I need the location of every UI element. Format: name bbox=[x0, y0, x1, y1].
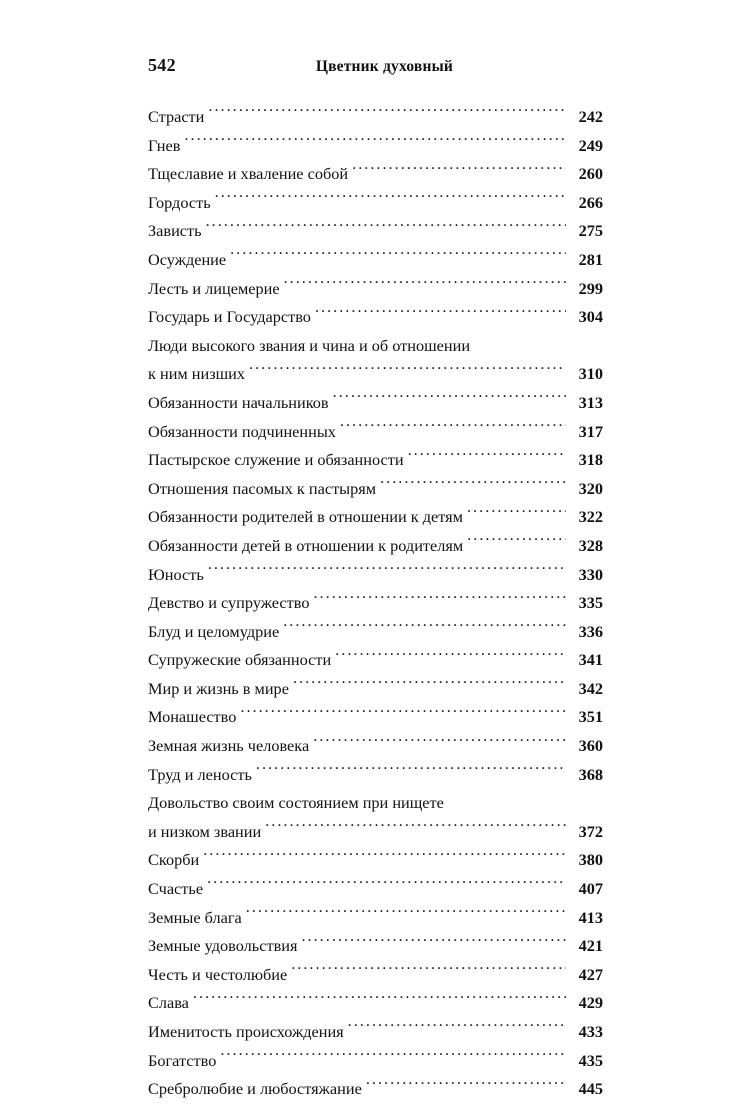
toc-entry-page: 421 bbox=[578, 936, 603, 956]
toc-entry-title: Зависть bbox=[148, 221, 202, 241]
running-head bbox=[148, 55, 603, 81]
toc-entry[interactable] bbox=[148, 1075, 603, 1104]
toc-entry[interactable] bbox=[148, 589, 603, 618]
toc-entry-title: Монашество bbox=[148, 707, 237, 727]
toc-entry[interactable] bbox=[148, 646, 603, 675]
toc-entry[interactable] bbox=[148, 418, 603, 447]
toc-entry-page: 299 bbox=[578, 278, 603, 298]
toc-leader-dots bbox=[293, 678, 566, 694]
toc-leader-dots bbox=[246, 906, 566, 922]
toc-entry-title: Осуждение bbox=[148, 249, 227, 269]
toc-entry-title: Блуд и целомудрие bbox=[148, 621, 280, 641]
toc-leader-dots bbox=[193, 992, 566, 1008]
toc-entry[interactable] bbox=[148, 732, 603, 761]
toc-entry-title: Люди высокого звания и чина и об отношении bbox=[148, 335, 471, 355]
toc-entry[interactable] bbox=[148, 1047, 603, 1076]
toc-leader-dots bbox=[301, 935, 566, 951]
toc-entry-page: 320 bbox=[578, 478, 603, 498]
toc-leader-dots bbox=[467, 506, 566, 522]
toc-leader-dots bbox=[265, 821, 566, 837]
toc-entry-title: Труд и леность bbox=[148, 764, 252, 784]
toc-entry[interactable] bbox=[148, 761, 603, 790]
toc-entry-title: Страсти bbox=[148, 107, 205, 126]
toc-entry[interactable] bbox=[148, 446, 603, 475]
toc-entry-title: Счастье bbox=[148, 879, 204, 899]
toc-entry-page: 328 bbox=[578, 535, 603, 555]
toc-leader-dots bbox=[348, 1021, 566, 1037]
toc-entry-title: Юность bbox=[148, 564, 204, 584]
toc-leader-dots bbox=[208, 106, 566, 122]
toc-entry[interactable] bbox=[148, 703, 603, 732]
toc-entry[interactable] bbox=[148, 217, 603, 246]
toc-entry-page: 266 bbox=[578, 192, 603, 212]
toc-entry-title: Тщеславие и хваление собой bbox=[148, 164, 349, 184]
toc-entry[interactable] bbox=[148, 275, 603, 304]
toc-entry-title: Гордость bbox=[148, 192, 211, 212]
toc-leader-dots bbox=[340, 420, 566, 436]
toc-entry-page: 433 bbox=[578, 1022, 603, 1041]
toc-entry[interactable] bbox=[148, 789, 603, 818]
toc-entry-title: Земная жизнь человека bbox=[148, 736, 310, 756]
toc-entry-page: 413 bbox=[578, 907, 603, 927]
toc-entry[interactable] bbox=[148, 618, 603, 647]
toc-leader-dots bbox=[240, 706, 566, 722]
toc-leader-dots bbox=[184, 134, 566, 150]
toc-entry[interactable] bbox=[148, 675, 603, 704]
toc-leader-dots bbox=[366, 1078, 566, 1094]
toc-entry-title: Супружеские обязанности bbox=[148, 650, 332, 670]
toc-entry-page: 275 bbox=[578, 221, 603, 241]
toc-entry[interactable] bbox=[148, 360, 603, 389]
toc-entry-page: 407 bbox=[578, 879, 603, 899]
toc-entry-title: Отношения пасомых к пастырям bbox=[148, 478, 377, 498]
toc-entry-page: 341 bbox=[578, 650, 603, 670]
toc-leader-dots bbox=[215, 191, 566, 207]
table-of-contents bbox=[148, 103, 603, 1104]
toc-entry-page: 281 bbox=[578, 249, 603, 269]
toc-entry-page: 330 bbox=[578, 564, 603, 584]
toc-entry-page: 310 bbox=[578, 364, 603, 384]
toc-entry-title: и низком звании bbox=[148, 821, 262, 841]
toc-entry-title: Земные удовольствия bbox=[148, 936, 298, 956]
toc-entry-title: Довольство своим состоянием при нищете bbox=[148, 793, 444, 813]
toc-entry-title: Девство и супружество bbox=[148, 593, 310, 613]
toc-entry-page: 313 bbox=[578, 392, 603, 412]
toc-entry-title: Лесть и лицемерие bbox=[148, 278, 280, 298]
toc-entry-page: 304 bbox=[578, 307, 603, 327]
toc-entry-title: Сребролюбие и любостяжание bbox=[148, 1079, 362, 1099]
toc-leader-dots bbox=[220, 1049, 566, 1065]
toc-entry-title: Государь и Государство bbox=[148, 307, 311, 327]
toc-entry-title: Обязанности начальников bbox=[148, 392, 329, 412]
toc-entry[interactable] bbox=[148, 132, 603, 161]
toc-entry-title: Обязанности детей в отношении к родителям bbox=[148, 535, 464, 555]
toc-entry-page: 427 bbox=[578, 964, 603, 984]
toc-leader-dots bbox=[230, 249, 566, 265]
book-title: Цветник духовный bbox=[315, 58, 454, 75]
toc-entry[interactable] bbox=[148, 989, 603, 1018]
toc-leader-dots bbox=[284, 277, 566, 293]
toc-entry-page: 360 bbox=[578, 736, 603, 756]
toc-entry-title: Скорби bbox=[148, 850, 200, 870]
toc-entry[interactable] bbox=[148, 561, 603, 590]
toc-entry[interactable] bbox=[148, 189, 603, 218]
toc-leader-dots bbox=[408, 449, 566, 465]
toc-entry-title: Слава bbox=[148, 993, 189, 1013]
toc-entry-page: 322 bbox=[578, 507, 603, 527]
toc-entry-page: 336 bbox=[578, 621, 603, 641]
page-number: 542 bbox=[148, 55, 176, 75]
toc-entry[interactable] bbox=[148, 1018, 603, 1047]
toc-leader-dots bbox=[206, 220, 566, 236]
toc-entry[interactable] bbox=[148, 103, 603, 132]
toc-entry-title: Именитость происхождения bbox=[148, 1022, 344, 1041]
toc-entry-title: Богатство bbox=[148, 1050, 217, 1070]
toc-leader-dots bbox=[207, 878, 566, 894]
toc-entry[interactable] bbox=[148, 503, 603, 532]
toc-entry-page: 372 bbox=[578, 821, 603, 841]
toc-leader-dots bbox=[315, 306, 566, 322]
toc-entry-page: 368 bbox=[578, 764, 603, 784]
toc-entry[interactable] bbox=[148, 303, 603, 332]
toc-entry-title: к ним низших bbox=[148, 364, 246, 384]
toc-entry[interactable] bbox=[148, 160, 603, 189]
toc-entry-page: 435 bbox=[578, 1050, 603, 1070]
toc-entry[interactable] bbox=[148, 932, 603, 961]
toc-leader-dots bbox=[256, 763, 566, 779]
toc-entry[interactable] bbox=[148, 475, 603, 504]
toc-entry-page: 260 bbox=[578, 164, 603, 184]
toc-entry-page: 242 bbox=[578, 107, 603, 126]
toc-leader-dots bbox=[313, 735, 566, 751]
toc-entry[interactable] bbox=[148, 875, 603, 904]
toc-leader-dots bbox=[380, 477, 566, 493]
toc-entry-title: Честь и честолюбие bbox=[148, 964, 288, 984]
toc-entry-page: 429 bbox=[578, 993, 603, 1013]
toc-leader-dots bbox=[208, 563, 566, 579]
toc-leader-dots bbox=[203, 849, 566, 865]
toc-entry[interactable] bbox=[148, 532, 603, 561]
toc-entry-title: Мир и жизнь в мире bbox=[148, 678, 289, 698]
toc-entry-page: 335 bbox=[578, 593, 603, 613]
toc-entry[interactable] bbox=[148, 332, 603, 361]
toc-leader-dots bbox=[291, 964, 566, 980]
toc-entry-page: 249 bbox=[578, 135, 603, 155]
toc-entry-page: 342 bbox=[578, 678, 603, 698]
toc-entry-title: Земные блага bbox=[148, 907, 242, 927]
toc-entry-page: 318 bbox=[578, 450, 603, 470]
toc-entry-title: Обязанности подчиненных bbox=[148, 421, 336, 441]
toc-entry-page: 445 bbox=[578, 1079, 603, 1099]
toc-entry-page: 317 bbox=[578, 421, 603, 441]
toc-entry[interactable] bbox=[148, 818, 603, 847]
toc-leader-dots bbox=[352, 163, 566, 179]
toc-leader-dots bbox=[335, 649, 566, 665]
toc-leader-dots bbox=[333, 392, 566, 408]
toc-entry[interactable] bbox=[148, 961, 603, 990]
toc-entry-title: Пастырское служение и обязанности bbox=[148, 450, 404, 470]
toc-leader-dots bbox=[467, 535, 566, 551]
toc-entry-page: 380 bbox=[578, 850, 603, 870]
toc-entry[interactable] bbox=[148, 389, 603, 418]
toc-leader-dots bbox=[283, 620, 566, 636]
toc-entry[interactable] bbox=[148, 246, 603, 275]
toc-entry[interactable] bbox=[148, 904, 603, 933]
toc-entry-page: 351 bbox=[578, 707, 603, 727]
toc-entry-title: Гнев bbox=[148, 135, 181, 155]
toc-entry[interactable] bbox=[148, 846, 603, 875]
toc-leader-dots bbox=[313, 592, 566, 608]
toc-leader-dots bbox=[249, 363, 566, 379]
toc-entry-title: Обязанности родителей в отношении к детям bbox=[148, 507, 463, 527]
